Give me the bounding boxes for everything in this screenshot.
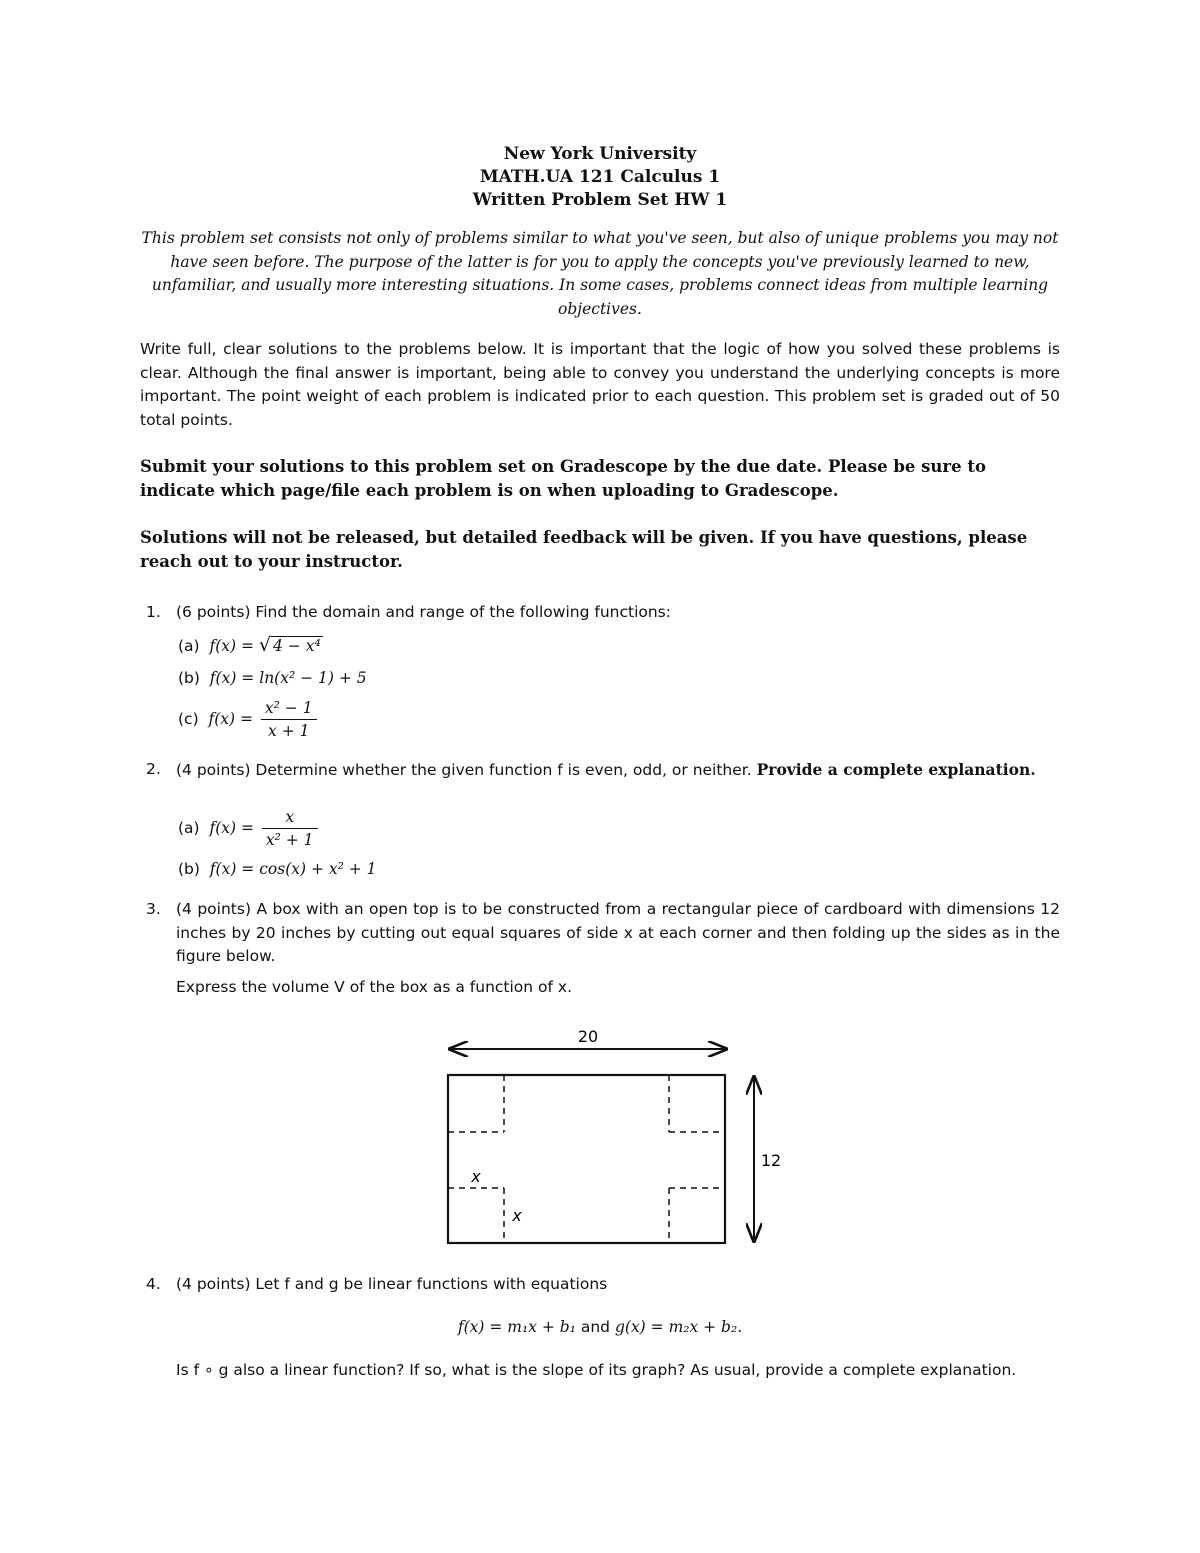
instructions-text: Write full, clear solutions to the problems below. It is important that the logic of how you solved these problems is clear. Although the final answer is important, being able to convey you understand the underlying concepts is more important. The point weight of each problem is indicated prior to each question. This problem set is graded out of 50 total points.: [140, 340, 1060, 429]
submit-note: Submit your solutions to this problem set on Gradescope by the due date. Please be sure to indicate which page/file each problem is on when uploading to Gradescope.: [140, 457, 986, 500]
side-label-x: x: [512, 1206, 522, 1225]
denominator: x² + 1: [265, 831, 314, 849]
problem-3-task: Express the volume V of the box as a function of x.: [176, 978, 573, 996]
assignment-title: Written Problem Set HW 1: [472, 190, 728, 210]
problem-number: 4.: [146, 1275, 161, 1293]
numerator: x: [262, 806, 318, 829]
side-label-x: x: [471, 1167, 481, 1186]
equation-g: g(x) = m₂x + b₂.: [614, 1318, 743, 1336]
problem-number: 3.: [146, 900, 161, 918]
problem-1b: [178, 667, 367, 690]
part-label: (b): [178, 669, 200, 687]
function-lhs: f(x) =: [209, 819, 254, 837]
problem-2a: [178, 806, 321, 851]
university-name: New York University: [503, 144, 697, 164]
linear-equations: [0, 1318, 1200, 1336]
height-label: 12: [760, 1151, 782, 1170]
problem-number: 2.: [146, 760, 161, 778]
cardboard-rect: [448, 1075, 725, 1243]
bold-instruction: Provide a complete explanation.: [756, 760, 1036, 779]
problem-text: (4 points) Let f and g be linear functions with equations: [176, 1275, 608, 1293]
problem-1c: [178, 697, 320, 742]
width-label: 20: [577, 1027, 599, 1046]
numerator: x² − 1: [261, 697, 317, 720]
function-expr: ln(x² − 1) + 5: [259, 669, 367, 687]
sqrt-icon: √: [258, 634, 271, 656]
fraction: [261, 697, 317, 742]
intro-text: This problem set consists not only of problems similar to what you've seen, but also of unique problems you may not have seen before. The purpose of the latter is for you to apply the concepts you've previously learned to new, unfamiliar, and usually more interesting situations. In some cases, problems connect ideas from multiple learning objectives.: [141, 229, 1059, 318]
part-label: (b): [178, 860, 200, 878]
problem-1: [146, 601, 1060, 625]
problem-text: (6 points) Find the domain and range of the following functions:: [176, 603, 671, 621]
part-label: (a): [178, 819, 200, 837]
function-lhs: f(x) =: [209, 860, 255, 878]
course-title: MATH.UA 121 Calculus 1: [479, 167, 721, 187]
part-label: (a): [178, 637, 200, 655]
function-expr: 4 − x⁴: [273, 637, 321, 655]
function-expr: cos(x) + x² + 1: [259, 860, 377, 878]
function-lhs: f(x) =: [209, 637, 254, 655]
cardboard-figure: [430, 1020, 800, 1255]
denominator: x + 1: [268, 722, 310, 740]
part-label: (c): [178, 710, 199, 728]
problem-1a: [178, 634, 323, 658]
equation-and: and: [580, 1318, 611, 1336]
fraction: [262, 806, 318, 851]
problem-2b: [178, 858, 377, 881]
function-lhs: f(x) =: [208, 710, 253, 728]
problem-text: (4 points) A box with an open top is to be constructed from a rectangular piece of cardboard with dimensions 12 inches by 20 inches by cutting out equal squares of side x at each corner and then folding up the sides as in the figure below.: [176, 900, 1060, 965]
function-lhs: f(x) =: [209, 669, 255, 687]
problem-4-question: Is f ∘ g also a linear function? If so, what is the slope of its graph? As usual, provide a complete explanation.: [176, 1361, 1017, 1379]
solutions-note: Solutions will not be released, but detailed feedback will be given. If you have questions, please reach out to your instructor.: [140, 528, 1028, 571]
corner-cut-lines: [448, 1075, 725, 1243]
problem-number: 1.: [146, 603, 161, 621]
problem-2: [146, 758, 1060, 806]
problem-text: (4 points) Determine whether the given function f is even, odd, or neither. Provide a complete explanation.: [176, 760, 1036, 779]
problem-4: [146, 1273, 1060, 1297]
problem-3: [146, 898, 1060, 970]
equation-f: f(x) = m₁x + b₁: [457, 1318, 576, 1336]
